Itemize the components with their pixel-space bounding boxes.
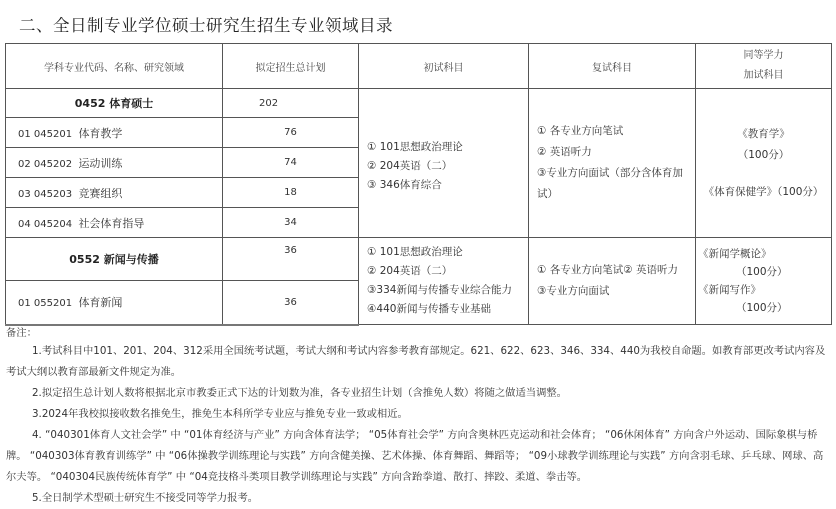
retest-list: ① 各专业方向笔试② 英语听力 ③专业方向面试 — [529, 238, 696, 325]
initial-exam-list: ① 101思想政治理论 ② 204英语（二） ③334新闻与传播专业综合能力 ④440新闻与传播专业基础 — [359, 238, 529, 325]
major-cell: 02 045202 运动训练 — [6, 148, 223, 178]
plan-cell: 76 — [223, 118, 359, 148]
note-item: 1.考试科目中101、201、204、312采用全国统考试题，考试大纲和考试内容参考教育部规定。621、622、623、346、334、440为我校自命题。如教育部更改考试内容及考试大纲以教育部最新文件规定为准。 — [6, 345, 826, 378]
equivalent-list: 《教育学》 （100分） 《体育保健学》（100分） — [696, 89, 832, 238]
header-major: 学科专业代码、名称、研究领域 — [6, 44, 223, 89]
plan-cell: 18 — [223, 178, 359, 208]
group-name: 0452 体育硕士 — [6, 89, 223, 118]
plan-cell: 34 — [223, 208, 359, 238]
plan-cell: 74 — [223, 148, 359, 178]
note-item: 5.全日制学术型硕士研究生不接受同等学力报考。 — [32, 492, 259, 504]
major-cell: 01 055201 体育新闻 — [6, 281, 223, 325]
table-header-row — [6, 44, 832, 89]
notes-section — [6, 325, 832, 509]
major-cell: 01 045201 体育教学 — [6, 118, 223, 148]
group-plan: 202 — [223, 89, 359, 118]
note-item: 4. “040301体育人文社会学” 中 “01体育经济与产业” 方向含体育法学； “05体育社会学” 方向含奥林匹克运动和社会体育； “06休闲体育” 方向含户外运动、国际象棋与桥牌。 “040303体育教育训练学” 中 “06体操教学训练理论与实践” 方向含健美操、艺术体操、体育舞蹈、舞蹈等； “09小球教学训练理论与实践” 方向含羽毛球、乒乓球、网球、高尔夫等。 “040304民族传统体育学” 中 “04竞技格斗类项目教学训练理论与实践” 方向含跆拳道、散打、摔跤、柔道、拳击等。 — [6, 429, 824, 483]
retest-list: ① 各专业方向笔试 ② 英语听力 ③专业方向面试（部分含体育加 试） — [529, 89, 696, 238]
header-initial-exam: 初试科目 — [359, 44, 529, 89]
header-equivalent: 同等学力 加试科目 — [696, 44, 832, 89]
group-plan: 36 — [223, 238, 359, 281]
major-cell: 03 045203 竞赛组织 — [6, 178, 223, 208]
page-title: 二、全日制专业学位硕士研究生招生专业领域目录 — [19, 16, 393, 35]
notes-label: 备注： — [6, 327, 37, 339]
group-row — [6, 89, 832, 118]
note-item: 2.拟定招生总计划人数将根据北京市教委正式下达的计划数为准，各专业招生计划（含推免人数）将随之做适当调整。 — [32, 387, 567, 399]
group-name: 0552 新闻与传播 — [6, 238, 223, 281]
initial-exam-list: ① 101思想政治理论 ② 204英语（二） ③ 346体育综合 — [359, 89, 529, 238]
group-row — [6, 238, 832, 281]
major-cell: 04 045204 社会体育指导 — [6, 208, 223, 238]
plan-cell: 36 — [223, 281, 359, 325]
header-retest: 复试科目 — [529, 44, 696, 89]
equivalent-list: 《新闻学概论》 （100分） 《新闻写作》 （100分） — [696, 238, 832, 325]
note-item: 3.2024年我校拟接收数名推免生，推免生本科所学专业应与推免专业一致或相近。 — [32, 408, 408, 420]
major-catalog-table — [5, 43, 832, 326]
header-plan: 拟定招生总计划 — [223, 44, 359, 89]
